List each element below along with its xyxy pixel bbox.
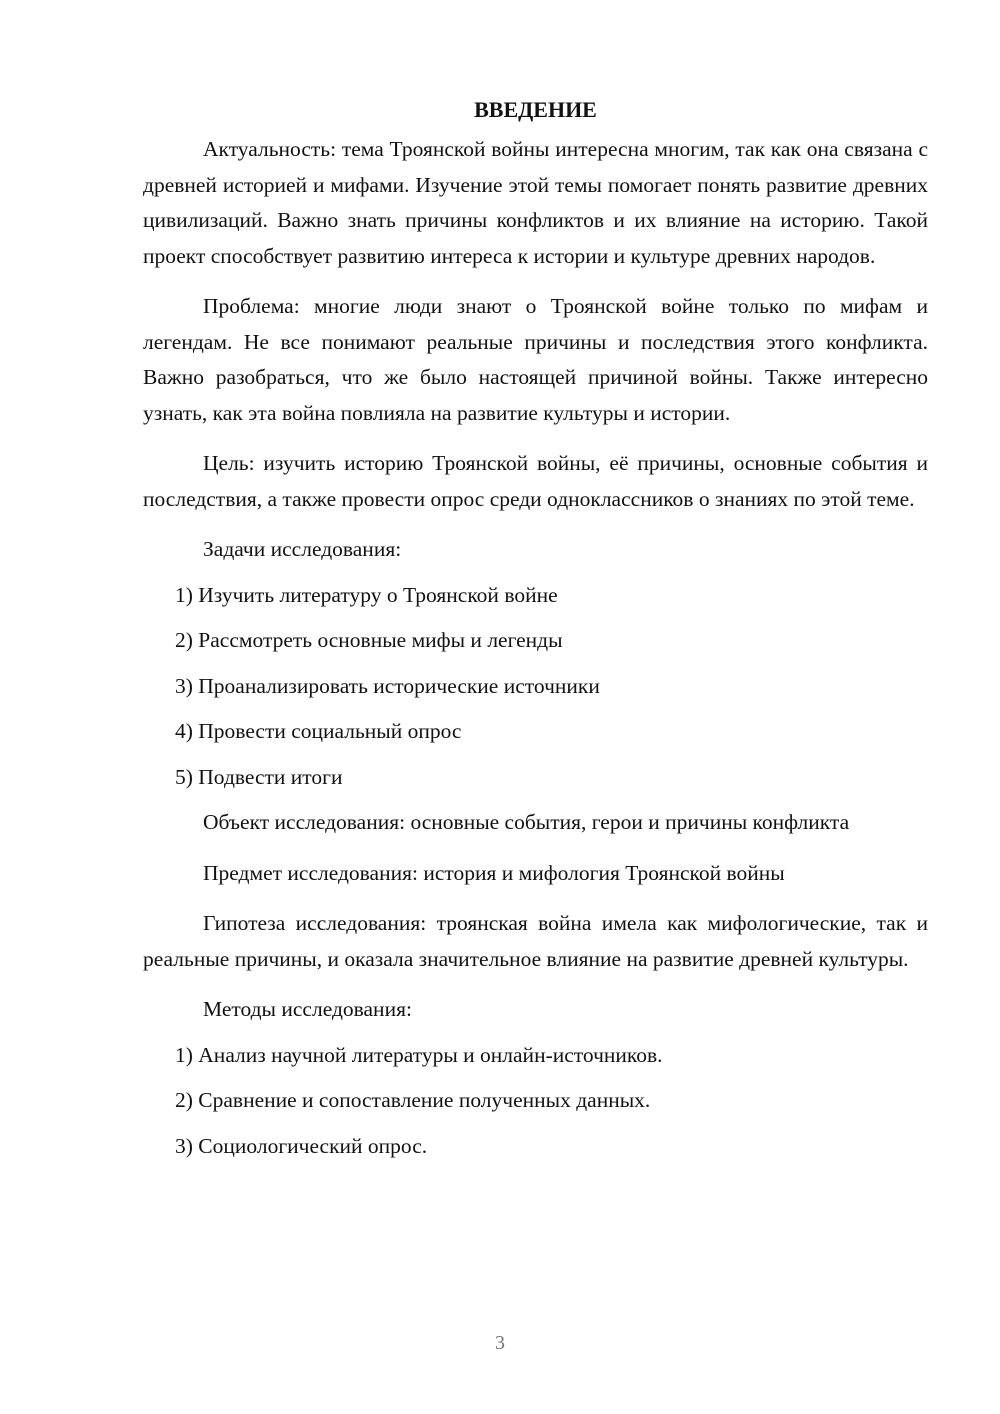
method-item: 2) Сравнение и сопоставление полученных данных.: [175, 1088, 651, 1112]
method-item: 1) Анализ научной литературы и онлайн-источников.: [175, 1042, 663, 1067]
hypothesis-paragraph: Гипотеза исследования: троянская война имела как мифологические, так и реальные причины, и оказала значительное влияние на развитие древней культуры.: [143, 911, 928, 971]
task-item: 2) Рассмотреть основные мифы и легенды: [175, 628, 563, 652]
actuality-paragraph: Актуальность: тема Троянской войны интересна многим, так как она связана с древней историей и мифами. Изучение этой темы помогает понять развитие древних цивилизаций. Важно знать причины конфликтов и их влияние на историю. Такой проект способствует развитию интереса к истории и культуре древних народов.: [143, 137, 928, 268]
page-title: ВВЕДЕНИЕ: [474, 97, 597, 122]
subject-paragraph: Предмет исследования: история и мифология Троянской войны: [203, 860, 785, 885]
document-page: [143, 92, 928, 1174]
task-item: 5) Подвести итоги: [175, 764, 343, 789]
task-item: 1) Изучить литературу о Троянской войне: [175, 582, 558, 607]
task-item: 3) Проанализировать исторические источники: [175, 673, 600, 698]
goal-paragraph: Цель: изучить историю Троянской войны, её причины, основные события и последствия, а также провести опрос среди одноклассников о знаниях по этой теме.: [143, 451, 928, 511]
tasks-label: Задачи исследования:: [203, 537, 402, 561]
methods-label: Методы исследования:: [203, 997, 412, 1021]
method-item: 3) Социологический опрос.: [175, 1133, 428, 1158]
page-number: 3: [495, 1332, 505, 1354]
problem-paragraph: Проблема: многие люди знают о Троянской войне только по мифам и легендам. Не все понимают реальные причины и последствия этого конфликта. Важно разобраться, что же было настоящей причиной войны. Также интересно узнать, как эта война повлияла на развитие культуры и истории.: [143, 294, 928, 425]
task-item: 4) Провести социальный опрос: [175, 719, 462, 743]
object-paragraph: Объект исследования: основные события, герои и причины конфликта: [203, 810, 850, 834]
